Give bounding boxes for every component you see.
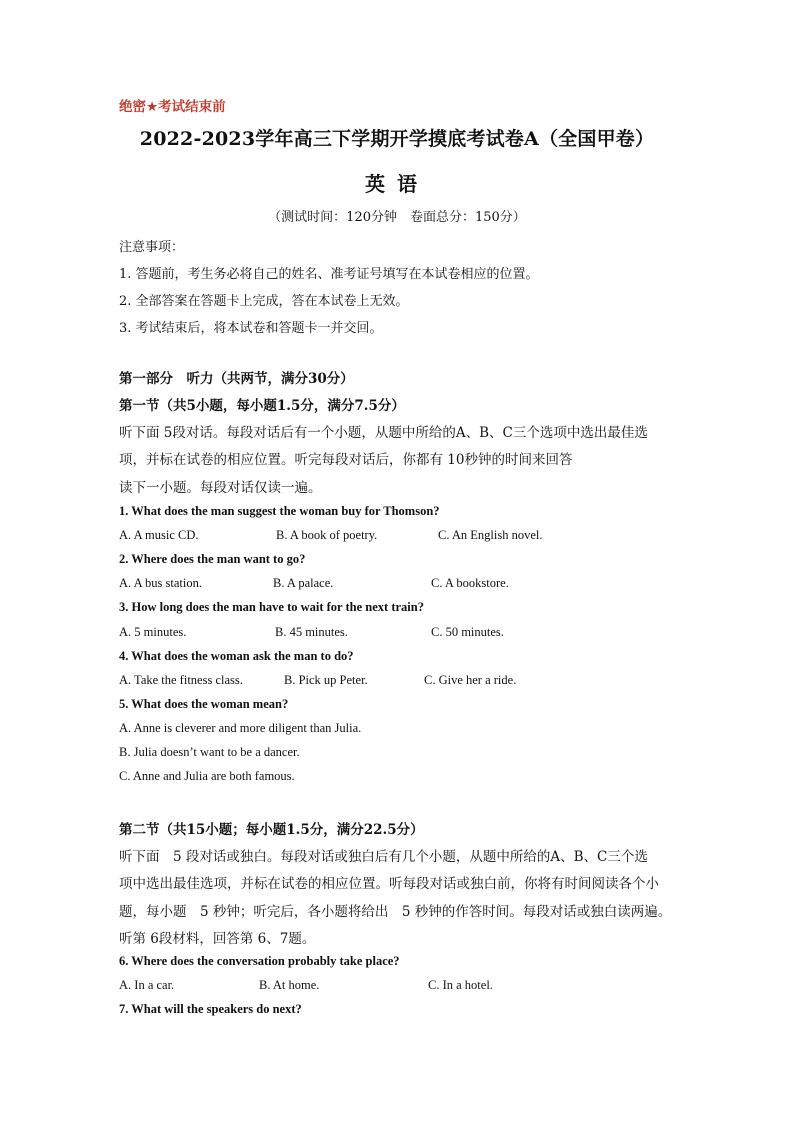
question: 3. How long does the man have to wait for the next train? — [119, 600, 424, 614]
instructions-line: 听下面 5 段对话或独白。每段对话或独白后有几个小题，从题中所给的A、B、C三个选 — [119, 849, 648, 865]
option-b: B. Julia doesn’t want to be a dancer. — [119, 745, 300, 759]
option-c: C. In a hotel. — [428, 978, 493, 992]
option-b: B. 45 minutes. — [275, 625, 348, 639]
option-c: C. Anne and Julia are both famous. — [119, 769, 295, 783]
time-info: （测试时间：120分钟 卷面总分：150分） — [268, 210, 526, 225]
instructions-line: 读下一小题。每段对话仅读一遍。 — [119, 480, 322, 496]
confidential-mark: 绝密★考试结束前 — [119, 99, 226, 115]
option-c: C. Give her a ride. — [424, 673, 517, 687]
option-a: A. A bus station. — [119, 576, 202, 590]
question: 7. What will the speakers do next? — [119, 1002, 302, 1016]
question: 4. What does the woman ask the man to do? — [119, 649, 354, 663]
instructions-line: 题，每小题 5 秒钟；听完后，各小题将给出 5 秒钟的作答时间。每段对话或独白读两遍。 — [119, 904, 672, 920]
question: 5. What does the woman mean? — [119, 697, 289, 711]
option-b: B. Pick up Peter. — [284, 673, 368, 687]
option-c: C. 50 minutes. — [431, 625, 504, 639]
option-c: C. A bookstore. — [431, 576, 509, 590]
option-b: B. A book of poetry. — [276, 528, 378, 542]
option-a: A. Anne is cleverer and more diligent than Julia. — [119, 721, 362, 735]
section-heading: 第二节（共15小题；每小题1.5分，满分22.5分） — [119, 822, 424, 838]
option-b: B. At home. — [259, 978, 320, 992]
question: 1. What does the man suggest the woman buy for Thomson? — [119, 504, 440, 518]
option-a: A. 5 minutes. — [119, 625, 187, 639]
question: 2. Where does the man want to go? — [119, 552, 306, 566]
option-a: A. A music CD. — [119, 528, 199, 542]
option-a: A. In a car. — [119, 978, 175, 992]
option-c: C. An English novel. — [438, 528, 543, 542]
option-a: A. Take the fitness class. — [119, 673, 243, 687]
section-heading: 第一节（共5小题，每小题1.5分，满分7.5分） — [119, 398, 405, 414]
part-heading: 第一部分 听力（共两节，满分30分） — [119, 371, 354, 387]
subject-title: 英语 — [365, 172, 429, 196]
note-item: 3. 考试结束后，将本试卷和答题卡一并交回。 — [119, 321, 383, 336]
question: 6. Where does the conversation probably take place? — [119, 954, 400, 968]
instructions-line: 项中选出最佳选项，并标在试卷的相应位置。听每段对话或独白前，你将有时间阅读各个小 — [119, 876, 659, 892]
notes-label: 注意事项： — [119, 240, 185, 255]
instructions-line: 听下面 5段对话。每段对话后有一个小题，从题中所给的A、B、C三个选项中选出最佳选 — [119, 425, 648, 441]
instructions-line: 项，并标在试卷的相应位置。听完每段对话后，你都有 10秒钟的时间来回答 — [119, 452, 573, 468]
instructions-line: 听第 6段材料，回答第 6、7题。 — [119, 931, 316, 947]
note-item: 2. 全部答案在答题卡上完成，答在本试卷上无效。 — [119, 294, 409, 309]
option-b: B. A palace. — [273, 576, 334, 590]
note-item: 1. 答题前，考生务必将自己的姓名、准考证号填写在本试卷相应的位置。 — [119, 267, 539, 282]
exam-title: 2022-2023学年高三下学期开学摸底考试卷A（全国甲卷） — [139, 128, 655, 150]
